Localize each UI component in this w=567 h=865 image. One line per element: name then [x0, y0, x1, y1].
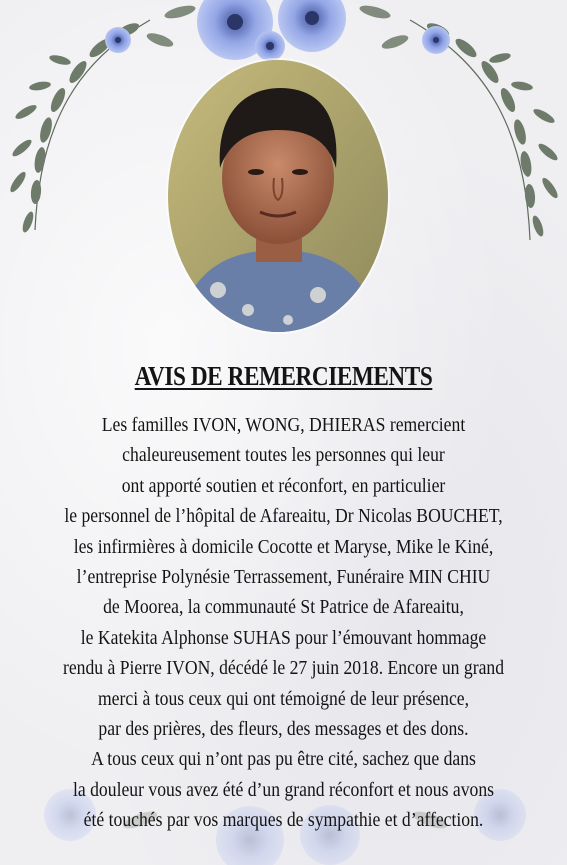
- body-line: ont apporté soutien et réconfort, en particulier: [121, 474, 446, 497]
- body-line: A tous ceux qui n’ont pas pu être cité, sachez que dans: [91, 748, 476, 771]
- body-line: été touchés par vos marques de sympathie et d’affection.: [83, 809, 484, 832]
- body-line: de Moorea, la communauté St Patrice de Afareaitu,: [103, 596, 464, 619]
- body-line: les infirmières à domicile Cocotte et Maryse, Mike le Kiné,: [73, 535, 494, 558]
- notice-body: [0, 410, 567, 836]
- body-line: chaleureusement toutes les personnes qui leur: [122, 444, 445, 467]
- body-line: la douleur vous avez été d’un grand réconfort et nous avons: [72, 778, 495, 801]
- body-line: par des prières, des fleurs, des messages et des dons.: [98, 718, 469, 741]
- body-line: merci à tous ceux qui ont témoigné de leur présence,: [97, 687, 470, 710]
- blue-flower-icon: [255, 31, 285, 61]
- notice-title: AVIS DE REMERCIEMENTS: [134, 361, 433, 391]
- body-line: Les familles IVON, WONG, DHIERAS remercient: [101, 414, 466, 436]
- blue-flower-icon: [105, 27, 131, 53]
- body-line: le Katekita Alphonse SUHAS pour l’émouvant hommage: [80, 626, 487, 649]
- right-leaves: [425, 20, 560, 237]
- blue-flower-icon: [278, 0, 346, 52]
- body-line: l’entreprise Polynésie Terrassement, Funéraire MIN CHIU: [76, 566, 491, 589]
- body-line: le personnel de l’hôpital de Afareaitu, Dr Nicolas BOUCHET,: [64, 505, 503, 528]
- portrait-photo: [168, 60, 388, 332]
- blue-flower-icon: [422, 26, 450, 54]
- body-line: rendu à Pierre IVON, décédé le 27 juin 2018. Encore un grand: [62, 657, 505, 680]
